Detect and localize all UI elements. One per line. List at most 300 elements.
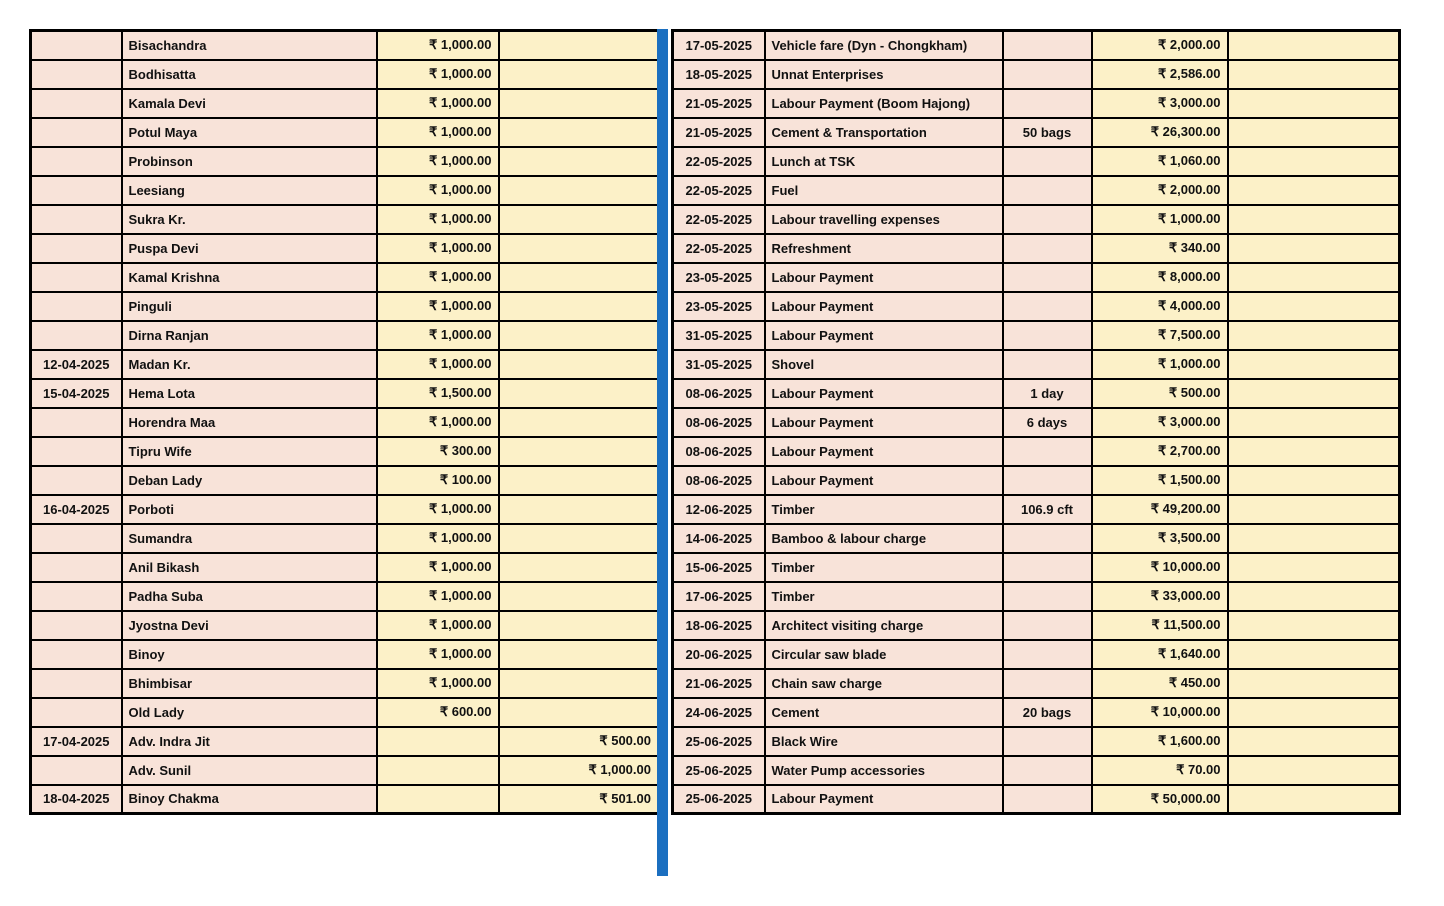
table-row [31, 611, 659, 640]
table-row [673, 524, 1400, 553]
table-row [31, 466, 659, 495]
table-row [31, 118, 659, 147]
cell-blank[interactable] [1228, 118, 1400, 147]
cell-expense-description[interactable]: Labour Payment [765, 263, 1003, 292]
table-row [673, 437, 1400, 466]
cell-advance-amount[interactable] [499, 553, 659, 582]
cell-blank[interactable] [1228, 698, 1400, 727]
cell-quantity[interactable]: 20 bags [1003, 698, 1092, 727]
cell-payee[interactable]: Adv. Sunil [122, 756, 377, 785]
table-row [31, 205, 659, 234]
cell-blank[interactable] [1228, 669, 1400, 698]
table-row [673, 234, 1400, 263]
cell-blank[interactable] [1228, 31, 1400, 60]
cell-quantity[interactable]: 50 bags [1003, 118, 1092, 147]
cell-quantity[interactable] [1003, 553, 1092, 582]
cell-amount[interactable]: ₹ 8,000.00 [1092, 263, 1228, 292]
cell-date[interactable]: 21-06-2025 [673, 669, 765, 698]
cell-amount[interactable]: ₹ 1,000.00 [377, 234, 499, 263]
cell-advance-amount[interactable]: ₹ 1,000.00 [499, 756, 659, 785]
cell-advance-amount[interactable] [499, 582, 659, 611]
cell-date[interactable] [31, 698, 122, 727]
cell-amount[interactable]: ₹ 1,000.00 [377, 89, 499, 118]
cell-blank[interactable] [1228, 611, 1400, 640]
cell-quantity[interactable] [1003, 321, 1092, 350]
cell-amount[interactable]: ₹ 1,000.00 [377, 205, 499, 234]
cell-advance-amount[interactable] [499, 292, 659, 321]
cell-expense-description[interactable]: Chain saw charge [765, 669, 1003, 698]
cell-payee[interactable]: Binoy [122, 640, 377, 669]
cell-amount[interactable]: ₹ 1,000.00 [377, 292, 499, 321]
table-row [31, 727, 659, 756]
cell-payee[interactable]: Jyostna Devi [122, 611, 377, 640]
table-row [31, 321, 659, 350]
cell-blank[interactable] [1228, 263, 1400, 292]
cell-advance-amount[interactable] [499, 437, 659, 466]
cell-date[interactable]: 18-04-2025 [31, 785, 122, 814]
cell-blank[interactable] [1228, 176, 1400, 205]
table-row [673, 553, 1400, 582]
cell-expense-description[interactable]: Labour Payment (Boom Hajong) [765, 89, 1003, 118]
table-row [673, 727, 1400, 756]
cell-date[interactable] [31, 466, 122, 495]
cell-amount[interactable]: ₹ 1,000.00 [377, 640, 499, 669]
cell-expense-description[interactable]: Timber [765, 553, 1003, 582]
cell-amount[interactable]: ₹ 1,000.00 [1092, 350, 1228, 379]
cell-blank[interactable] [1228, 292, 1400, 321]
cell-blank[interactable] [1228, 466, 1400, 495]
cell-amount[interactable]: ₹ 26,300.00 [1092, 118, 1228, 147]
cell-advance-amount[interactable] [499, 321, 659, 350]
cell-advance-amount[interactable] [499, 263, 659, 292]
cell-advance-amount[interactable] [499, 118, 659, 147]
table-row [31, 147, 659, 176]
table-row [673, 408, 1400, 437]
cell-date[interactable]: 14-06-2025 [673, 524, 765, 553]
table-row [673, 321, 1400, 350]
cell-amount[interactable]: ₹ 1,000.00 [377, 669, 499, 698]
cell-expense-description[interactable]: Vehicle fare (Dyn - Chongkham) [765, 31, 1003, 60]
cell-payee[interactable]: Hema Lota [122, 379, 377, 408]
cell-amount[interactable]: ₹ 11,500.00 [1092, 611, 1228, 640]
cell-advance-amount[interactable] [499, 611, 659, 640]
cell-advance-amount[interactable] [499, 205, 659, 234]
cell-amount[interactable]: ₹ 1,640.00 [1092, 640, 1228, 669]
table-row [31, 408, 659, 437]
cell-advance-amount[interactable] [499, 379, 659, 408]
cell-advance-amount[interactable] [499, 147, 659, 176]
cell-amount[interactable]: ₹ 1,000.00 [377, 118, 499, 147]
cell-date[interactable] [31, 553, 122, 582]
table-row [31, 60, 659, 89]
cell-expense-description[interactable]: Labour travelling expenses [765, 205, 1003, 234]
cell-expense-description[interactable]: Unnat Enterprises [765, 60, 1003, 89]
cell-advance-amount[interactable] [499, 466, 659, 495]
cell-amount[interactable]: ₹ 3,500.00 [1092, 524, 1228, 553]
cell-payee[interactable]: Probinson [122, 147, 377, 176]
cell-amount[interactable]: ₹ 450.00 [1092, 669, 1228, 698]
table-row [673, 379, 1400, 408]
cell-amount[interactable]: ₹ 1,000.00 [377, 524, 499, 553]
cell-blank[interactable] [1228, 147, 1400, 176]
cell-quantity[interactable] [1003, 205, 1092, 234]
cell-blank[interactable] [1228, 89, 1400, 118]
cell-amount[interactable]: ₹ 1,000.00 [377, 321, 499, 350]
cell-date[interactable] [31, 60, 122, 89]
cell-payee[interactable]: Leesiang [122, 176, 377, 205]
cell-date[interactable]: 17-06-2025 [673, 582, 765, 611]
cell-amount[interactable]: ₹ 1,000.00 [377, 582, 499, 611]
table-row [673, 640, 1400, 669]
cell-expense-description[interactable]: Labour Payment [765, 379, 1003, 408]
cell-date[interactable]: 12-06-2025 [673, 495, 765, 524]
cell-expense-description[interactable]: Labour Payment [765, 785, 1003, 814]
cell-expense-description[interactable]: Timber [765, 495, 1003, 524]
cell-expense-description[interactable]: Cement [765, 698, 1003, 727]
table-row [673, 205, 1400, 234]
cell-amount[interactable]: ₹ 10,000.00 [1092, 698, 1228, 727]
cell-quantity[interactable] [1003, 292, 1092, 321]
cell-quantity[interactable] [1003, 756, 1092, 785]
cell-advance-amount[interactable] [499, 234, 659, 263]
cell-expense-description[interactable]: Labour Payment [765, 321, 1003, 350]
cell-quantity[interactable] [1003, 727, 1092, 756]
cell-date[interactable]: 25-06-2025 [673, 785, 765, 814]
table-row [31, 89, 659, 118]
cell-date[interactable] [31, 640, 122, 669]
table-row [31, 756, 659, 785]
cell-quantity[interactable] [1003, 89, 1092, 118]
table-row [31, 785, 659, 814]
cell-date[interactable]: 18-06-2025 [673, 611, 765, 640]
cell-amount[interactable]: ₹ 2,586.00 [1092, 60, 1228, 89]
cell-date[interactable]: 18-05-2025 [673, 60, 765, 89]
cell-payee[interactable]: Adv. Indra Jit [122, 727, 377, 756]
cell-blank[interactable] [1228, 234, 1400, 263]
cell-date[interactable] [31, 524, 122, 553]
cell-expense-description[interactable]: Lunch at TSK [765, 147, 1003, 176]
cell-date[interactable]: 12-04-2025 [31, 350, 122, 379]
cell-blank[interactable] [1228, 785, 1400, 814]
cell-quantity[interactable]: 6 days [1003, 408, 1092, 437]
table-row [31, 669, 659, 698]
cell-quantity[interactable] [1003, 176, 1092, 205]
table-row [31, 437, 659, 466]
cell-payee[interactable]: Puspa Devi [122, 234, 377, 263]
table-row [673, 292, 1400, 321]
cell-amount[interactable]: ₹ 1,000.00 [377, 60, 499, 89]
cell-date[interactable]: 17-04-2025 [31, 727, 122, 756]
cell-advance-amount[interactable] [499, 31, 659, 60]
cell-quantity[interactable] [1003, 524, 1092, 553]
cell-expense-description[interactable]: Water Pump accessories [765, 756, 1003, 785]
table-row [31, 495, 659, 524]
cell-amount[interactable]: ₹ 1,000.00 [377, 263, 499, 292]
table-row [673, 611, 1400, 640]
cell-amount[interactable]: ₹ 1,000.00 [377, 495, 499, 524]
cell-blank[interactable] [1228, 408, 1400, 437]
table-row [673, 176, 1400, 205]
cell-blank[interactable] [1228, 756, 1400, 785]
cell-amount[interactable]: ₹ 33,000.00 [1092, 582, 1228, 611]
cell-expense-description[interactable]: Shovel [765, 350, 1003, 379]
cell-date[interactable]: 21-05-2025 [673, 118, 765, 147]
table-row [673, 466, 1400, 495]
table-row [31, 292, 659, 321]
cell-date[interactable]: 25-06-2025 [673, 756, 765, 785]
cell-payee[interactable]: Deban Lady [122, 466, 377, 495]
table-row [673, 698, 1400, 727]
cell-payee[interactable]: Bhimbisar [122, 669, 377, 698]
cell-quantity[interactable]: 1 day [1003, 379, 1092, 408]
cell-date[interactable] [31, 31, 122, 60]
cell-quantity[interactable] [1003, 466, 1092, 495]
table-row [31, 350, 659, 379]
cell-blank[interactable] [1228, 321, 1400, 350]
cell-date[interactable]: 22-05-2025 [673, 147, 765, 176]
table-row [31, 582, 659, 611]
expenses-table [671, 29, 1401, 815]
cell-blank[interactable] [1228, 582, 1400, 611]
cell-payee[interactable]: Porboti [122, 495, 377, 524]
cell-amount[interactable]: ₹ 100.00 [377, 466, 499, 495]
cell-date[interactable]: 20-06-2025 [673, 640, 765, 669]
cell-payee[interactable]: Binoy Chakma [122, 785, 377, 814]
cell-quantity[interactable] [1003, 640, 1092, 669]
cell-amount[interactable]: ₹ 1,000.00 [377, 147, 499, 176]
cell-date[interactable]: 23-05-2025 [673, 263, 765, 292]
cell-advance-amount[interactable] [499, 60, 659, 89]
cell-date[interactable] [31, 118, 122, 147]
cell-payee[interactable]: Sukra Kr. [122, 205, 377, 234]
table-row [31, 379, 659, 408]
cell-expense-description[interactable]: Fuel [765, 176, 1003, 205]
table-row [673, 669, 1400, 698]
cell-date[interactable] [31, 669, 122, 698]
cell-quantity[interactable] [1003, 437, 1092, 466]
cell-amount[interactable]: ₹ 600.00 [377, 698, 499, 727]
cell-advance-amount[interactable]: ₹ 501.00 [499, 785, 659, 814]
cell-payee[interactable]: Tipru Wife [122, 437, 377, 466]
cell-amount[interactable] [377, 727, 499, 756]
cell-date[interactable]: 08-06-2025 [673, 379, 765, 408]
cell-blank[interactable] [1228, 495, 1400, 524]
cell-payee[interactable]: Kamal Krishna [122, 263, 377, 292]
cell-date[interactable] [31, 292, 122, 321]
cell-blank[interactable] [1228, 524, 1400, 553]
cell-payee[interactable]: Padha Suba [122, 582, 377, 611]
cell-date[interactable] [31, 611, 122, 640]
cell-advance-amount[interactable] [499, 698, 659, 727]
cell-amount[interactable]: ₹ 1,060.00 [1092, 147, 1228, 176]
cell-blank[interactable] [1228, 350, 1400, 379]
table-row [673, 785, 1400, 814]
cell-payee[interactable]: Kamala Devi [122, 89, 377, 118]
cell-date[interactable] [31, 234, 122, 263]
cell-advance-amount[interactable] [499, 408, 659, 437]
cell-date[interactable] [31, 408, 122, 437]
cell-date[interactable] [31, 147, 122, 176]
cell-date[interactable]: 15-04-2025 [31, 379, 122, 408]
cell-date[interactable]: 25-06-2025 [673, 727, 765, 756]
cell-amount[interactable] [377, 756, 499, 785]
cell-payee[interactable]: Pinguli [122, 292, 377, 321]
cell-blank[interactable] [1228, 379, 1400, 408]
cell-expense-description[interactable]: Labour Payment [765, 466, 1003, 495]
cell-date[interactable]: 22-05-2025 [673, 205, 765, 234]
cell-quantity[interactable] [1003, 785, 1092, 814]
payments-table [29, 29, 660, 815]
cell-expense-description[interactable]: Refreshment [765, 234, 1003, 263]
cell-payee[interactable]: Bodhisatta [122, 60, 377, 89]
cell-advance-amount[interactable] [499, 89, 659, 118]
cell-date[interactable]: 15-06-2025 [673, 553, 765, 582]
cell-quantity[interactable] [1003, 234, 1092, 263]
cell-blank[interactable] [1228, 640, 1400, 669]
cell-quantity[interactable] [1003, 582, 1092, 611]
cell-expense-description[interactable]: Labour Payment [765, 437, 1003, 466]
table-row [673, 582, 1400, 611]
cell-advance-amount[interactable]: ₹ 500.00 [499, 727, 659, 756]
cell-payee[interactable]: Old Lady [122, 698, 377, 727]
cell-quantity[interactable]: 106.9 cft [1003, 495, 1092, 524]
cell-amount[interactable]: ₹ 1,000.00 [377, 176, 499, 205]
cell-amount[interactable]: ₹ 10,000.00 [1092, 553, 1228, 582]
cell-date[interactable]: 17-05-2025 [673, 31, 765, 60]
table-row [673, 31, 1400, 60]
cell-amount[interactable]: ₹ 1,000.00 [377, 553, 499, 582]
cell-date[interactable]: 16-04-2025 [31, 495, 122, 524]
cell-amount[interactable]: ₹ 50,000.00 [1092, 785, 1228, 814]
cell-amount[interactable]: ₹ 70.00 [1092, 756, 1228, 785]
table-row [31, 524, 659, 553]
cell-payee[interactable]: Horendra Maa [122, 408, 377, 437]
cell-expense-description[interactable]: Circular saw blade [765, 640, 1003, 669]
cell-amount[interactable]: ₹ 3,000.00 [1092, 408, 1228, 437]
cell-blank[interactable] [1228, 205, 1400, 234]
cell-amount[interactable] [377, 785, 499, 814]
cell-amount[interactable]: ₹ 7,500.00 [1092, 321, 1228, 350]
cell-expense-description[interactable]: Black Wire [765, 727, 1003, 756]
cell-amount[interactable]: ₹ 1,000.00 [377, 408, 499, 437]
cell-quantity[interactable] [1003, 60, 1092, 89]
cell-date[interactable]: 24-06-2025 [673, 698, 765, 727]
table-divider-bar [657, 29, 668, 876]
table-row [673, 60, 1400, 89]
cell-amount[interactable]: ₹ 1,000.00 [377, 31, 499, 60]
cell-payee[interactable]: Bisachandra [122, 31, 377, 60]
cell-blank[interactable] [1228, 553, 1400, 582]
cell-date[interactable]: 31-05-2025 [673, 321, 765, 350]
cell-expense-description[interactable]: Labour Payment [765, 292, 1003, 321]
table-row [31, 698, 659, 727]
cell-date[interactable]: 31-05-2025 [673, 350, 765, 379]
cell-amount[interactable]: ₹ 2,000.00 [1092, 31, 1228, 60]
table-row [31, 263, 659, 292]
cell-amount[interactable]: ₹ 49,200.00 [1092, 495, 1228, 524]
table-row [31, 640, 659, 669]
cell-quantity[interactable] [1003, 147, 1092, 176]
cell-blank[interactable] [1228, 437, 1400, 466]
cell-quantity[interactable] [1003, 31, 1092, 60]
cell-blank[interactable] [1228, 727, 1400, 756]
table-row [31, 553, 659, 582]
cell-expense-description[interactable]: Cement & Transportation [765, 118, 1003, 147]
table-row [673, 263, 1400, 292]
table-row [673, 495, 1400, 524]
cell-advance-amount[interactable] [499, 640, 659, 669]
table-row [673, 147, 1400, 176]
cell-advance-amount[interactable] [499, 350, 659, 379]
table-row [673, 350, 1400, 379]
table-row [31, 234, 659, 263]
table-row [673, 89, 1400, 118]
table-row [31, 31, 659, 60]
cell-quantity[interactable] [1003, 263, 1092, 292]
cell-date[interactable] [31, 176, 122, 205]
cell-date[interactable] [31, 582, 122, 611]
cell-date[interactable] [31, 437, 122, 466]
cell-payee[interactable]: Dirna Ranjan [122, 321, 377, 350]
cell-date[interactable] [31, 756, 122, 785]
cell-date[interactable]: 08-06-2025 [673, 466, 765, 495]
cell-amount[interactable]: ₹ 1,000.00 [377, 611, 499, 640]
cell-expense-description[interactable]: Bamboo & labour charge [765, 524, 1003, 553]
cell-amount[interactable]: ₹ 300.00 [377, 437, 499, 466]
table-row [673, 118, 1400, 147]
cell-expense-description[interactable]: Architect visiting charge [765, 611, 1003, 640]
cell-advance-amount[interactable] [499, 495, 659, 524]
cell-amount[interactable]: ₹ 1,500.00 [1092, 466, 1228, 495]
cell-payee[interactable]: Anil Bikash [122, 553, 377, 582]
cell-amount[interactable]: ₹ 2,700.00 [1092, 437, 1228, 466]
cell-advance-amount[interactable] [499, 669, 659, 698]
cell-amount[interactable]: ₹ 1,000.00 [1092, 205, 1228, 234]
cell-quantity[interactable] [1003, 669, 1092, 698]
cell-advance-amount[interactable] [499, 524, 659, 553]
cell-date[interactable]: 08-06-2025 [673, 437, 765, 466]
cell-payee[interactable]: Madan Kr. [122, 350, 377, 379]
cell-blank[interactable] [1228, 60, 1400, 89]
cell-date[interactable] [31, 263, 122, 292]
cell-date[interactable]: 22-05-2025 [673, 234, 765, 263]
cell-date[interactable]: 21-05-2025 [673, 89, 765, 118]
cell-amount[interactable]: ₹ 4,000.00 [1092, 292, 1228, 321]
cell-amount[interactable]: ₹ 1,600.00 [1092, 727, 1228, 756]
cell-quantity[interactable] [1003, 611, 1092, 640]
cell-date[interactable]: 08-06-2025 [673, 408, 765, 437]
cell-date[interactable]: 23-05-2025 [673, 292, 765, 321]
cell-date[interactable] [31, 321, 122, 350]
cell-amount[interactable]: ₹ 340.00 [1092, 234, 1228, 263]
table-row [673, 756, 1400, 785]
cell-expense-description[interactable]: Timber [765, 582, 1003, 611]
cell-amount[interactable]: ₹ 2,000.00 [1092, 176, 1228, 205]
cell-date[interactable] [31, 89, 122, 118]
cell-quantity[interactable] [1003, 350, 1092, 379]
cell-amount[interactable]: ₹ 500.00 [1092, 379, 1228, 408]
cell-date[interactable]: 22-05-2025 [673, 176, 765, 205]
table-row [31, 176, 659, 205]
cell-amount[interactable]: ₹ 3,000.00 [1092, 89, 1228, 118]
cell-amount[interactable]: ₹ 1,000.00 [377, 350, 499, 379]
cell-payee[interactable]: Sumandra [122, 524, 377, 553]
cell-advance-amount[interactable] [499, 176, 659, 205]
cell-date[interactable] [31, 205, 122, 234]
cell-payee[interactable]: Potul Maya [122, 118, 377, 147]
cell-expense-description[interactable]: Labour Payment [765, 408, 1003, 437]
cell-amount[interactable]: ₹ 1,500.00 [377, 379, 499, 408]
